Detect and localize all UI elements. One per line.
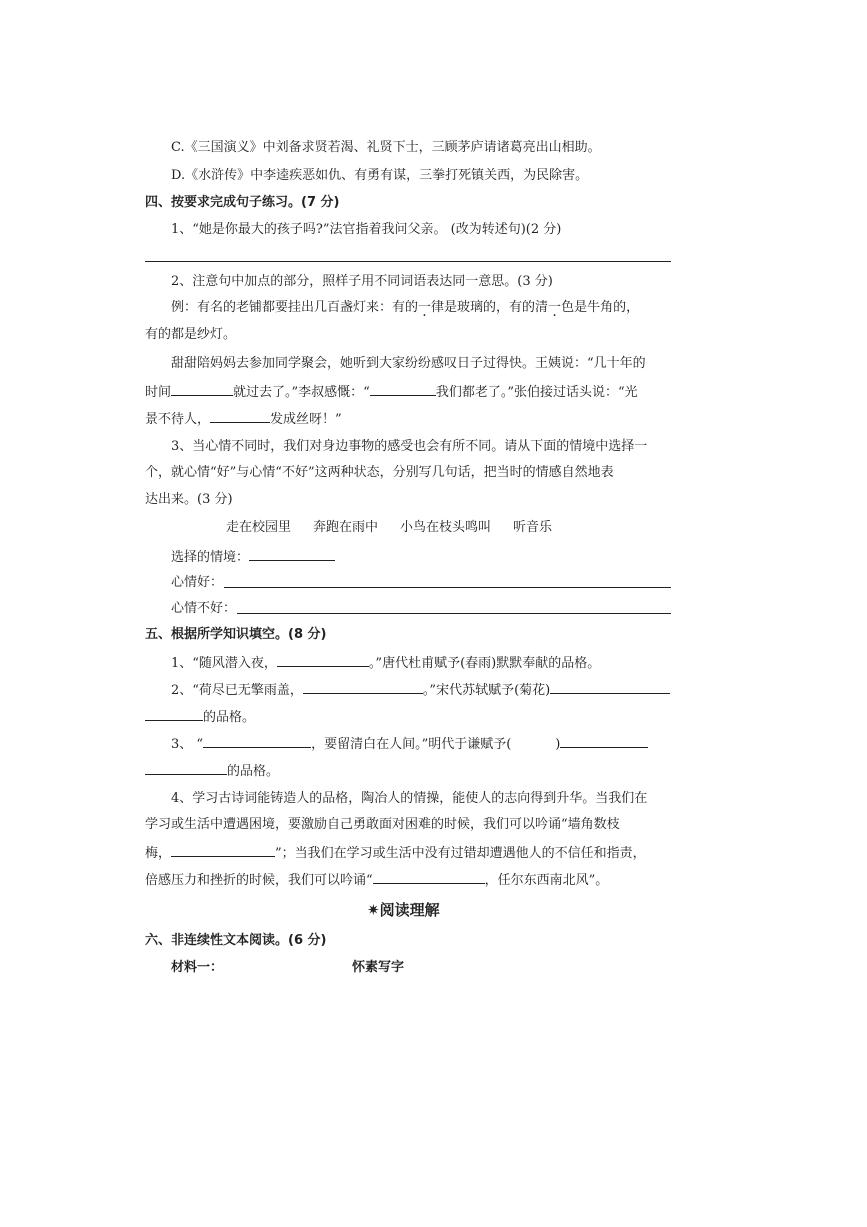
q-text: ”；当我们在学习或生活中没有过错却遭遇他人的不信任和指责，	[275, 846, 646, 861]
s4-q2: 2、注意句中加点的部分，照样子用不同词语表达同一意思。(3 分)	[171, 274, 553, 289]
s5-q1	[171, 652, 600, 674]
bad-answer-line[interactable]	[237, 613, 671, 614]
s4-story-line1: 甜甜陪妈妈去参加同学聚会，她听到大家纷纷感叹日子过得快。王姨说：“几十年的	[171, 356, 646, 371]
story-text: 就过去了。”李叔感慨：“	[233, 385, 370, 400]
s5-blank-2[interactable]	[303, 679, 423, 694]
ex-part-e: 色是牛角的，	[561, 300, 640, 315]
q-text: 。”唐代杜甫赋予(春雨)默默奉献的品格。	[368, 656, 601, 671]
s5-blank-5[interactable]	[203, 733, 311, 748]
q-text: 梅，	[145, 846, 172, 861]
q-text: )	[555, 737, 561, 752]
q-text: ，要留清白在人间。”明代于谦赋予(	[311, 737, 512, 752]
good-answer-line[interactable]	[224, 587, 671, 588]
choose-label: 选择的情境：	[171, 550, 250, 565]
q-text: ，任尔东西南北风”。	[484, 873, 609, 888]
ex-dotted-2: 一	[548, 300, 562, 315]
choose-blank[interactable]	[249, 546, 335, 561]
s5-q4-line3	[145, 842, 646, 864]
option-c: C.《三国演义》中刘备求贤若渴、礼贤下士，三顾茅庐请诸葛亮出山相助。	[171, 140, 601, 155]
option-d: D.《水浒传》中李逵疾恶如仇、有勇有谋，三拳打死镇关西，为民除害。	[171, 168, 589, 183]
section-5-title: 五、根据所学知识填空。(8 分)	[145, 627, 327, 642]
blank-2[interactable]	[370, 381, 436, 396]
s4-q3-line3: 达出来。(3 分)	[145, 492, 233, 507]
reading-section-header: ✷阅读理解	[367, 901, 440, 919]
story-text: 发成丝呀！”	[270, 412, 342, 427]
s4-q1-answer-line[interactable]	[145, 261, 671, 262]
q-text: 1、“随风潜入夜，	[171, 656, 277, 671]
q-text: 2、“荷尽已无擎雨盖，	[171, 683, 303, 698]
blank-3[interactable]	[210, 408, 270, 423]
q-text: 倍感压力和挫折的时候，我们可以吟诵“	[145, 873, 373, 888]
s5-blank-3[interactable]	[550, 679, 670, 694]
s4-story-line3	[145, 408, 342, 430]
s5-q2	[171, 679, 670, 701]
s4-q3-line1: 3、当心情不同时，我们对身边事物的感受也会有所不同。请从下面的情境中选择一	[171, 439, 648, 454]
s5-q4-line2: 学习或生活中遭遇困境，要激励自己勇敢面对困难的时候，我们可以吟诵“墙角数枝	[145, 817, 620, 832]
material-title: 怀素写字	[352, 960, 405, 975]
bad-label: 心情不好：	[171, 601, 237, 616]
section-6-title: 六、非连续性文本阅读。(6 分)	[145, 933, 327, 948]
scene-2: 奔跑在雨中	[313, 520, 379, 535]
s5-q3-cont	[145, 760, 279, 782]
s5-blank-9[interactable]	[373, 869, 485, 884]
s4-example-line2: 有的都是纱灯。	[145, 327, 237, 342]
scene-3: 小鸟在枝头鸣叫	[400, 520, 492, 535]
s5-q2-cont	[145, 706, 255, 728]
ex-part-c: 律是玻璃的，有的清	[431, 300, 549, 315]
s4-example-line1	[171, 298, 639, 318]
s5-blank-4[interactable]	[145, 706, 203, 721]
s5-blank-8[interactable]	[171, 842, 275, 857]
story-text: 我们都老了。”张伯接过话头说：“光	[435, 385, 638, 400]
q-text: 3、 “	[171, 737, 204, 752]
scene-1: 走在校园里	[226, 520, 292, 535]
s5-blank-1[interactable]	[277, 652, 369, 667]
s5-q4-line4	[145, 869, 608, 891]
scene-list	[226, 518, 574, 538]
story-text: 时间	[145, 385, 172, 400]
story-text: 景不待人，	[145, 412, 211, 427]
s5-blank-7[interactable]	[145, 760, 227, 775]
ex-dotted-1: 一	[418, 300, 432, 315]
choose-row	[171, 546, 335, 568]
ex-part-a: 例：有名的老铺都要挂出几百盏灯来：有的	[171, 300, 419, 315]
s5-blank-6[interactable]	[560, 733, 648, 748]
scene-4: 听音乐	[513, 520, 553, 535]
blank-1[interactable]	[171, 381, 233, 396]
s4-q1: 1、“她是你最大的孩子吗?”法官指着我问父亲。 (改为转述句)(2 分)	[171, 222, 562, 237]
q-text: 。”宋代苏轼赋予(菊花)	[422, 683, 551, 698]
good-label: 心情好：	[171, 575, 224, 590]
s4-story-line2	[145, 381, 638, 403]
q-text: 的品格。	[203, 710, 256, 725]
s4-q3-line2: 个，就心情“好”与心情“不好”这两种状态，分别写几句话，把当时的情感自然地表	[145, 465, 614, 480]
s5-q3	[171, 733, 648, 755]
q-text: 的品格。	[227, 764, 280, 779]
section-4-title: 四、按要求完成句子练习。(7 分)	[145, 195, 340, 210]
material-label: 材料一：	[171, 960, 224, 975]
s5-q4-line1: 4、学习古诗词能铸造人的品格，陶冶人的情操，能使人的志向得到升华。当我们在	[171, 791, 648, 806]
